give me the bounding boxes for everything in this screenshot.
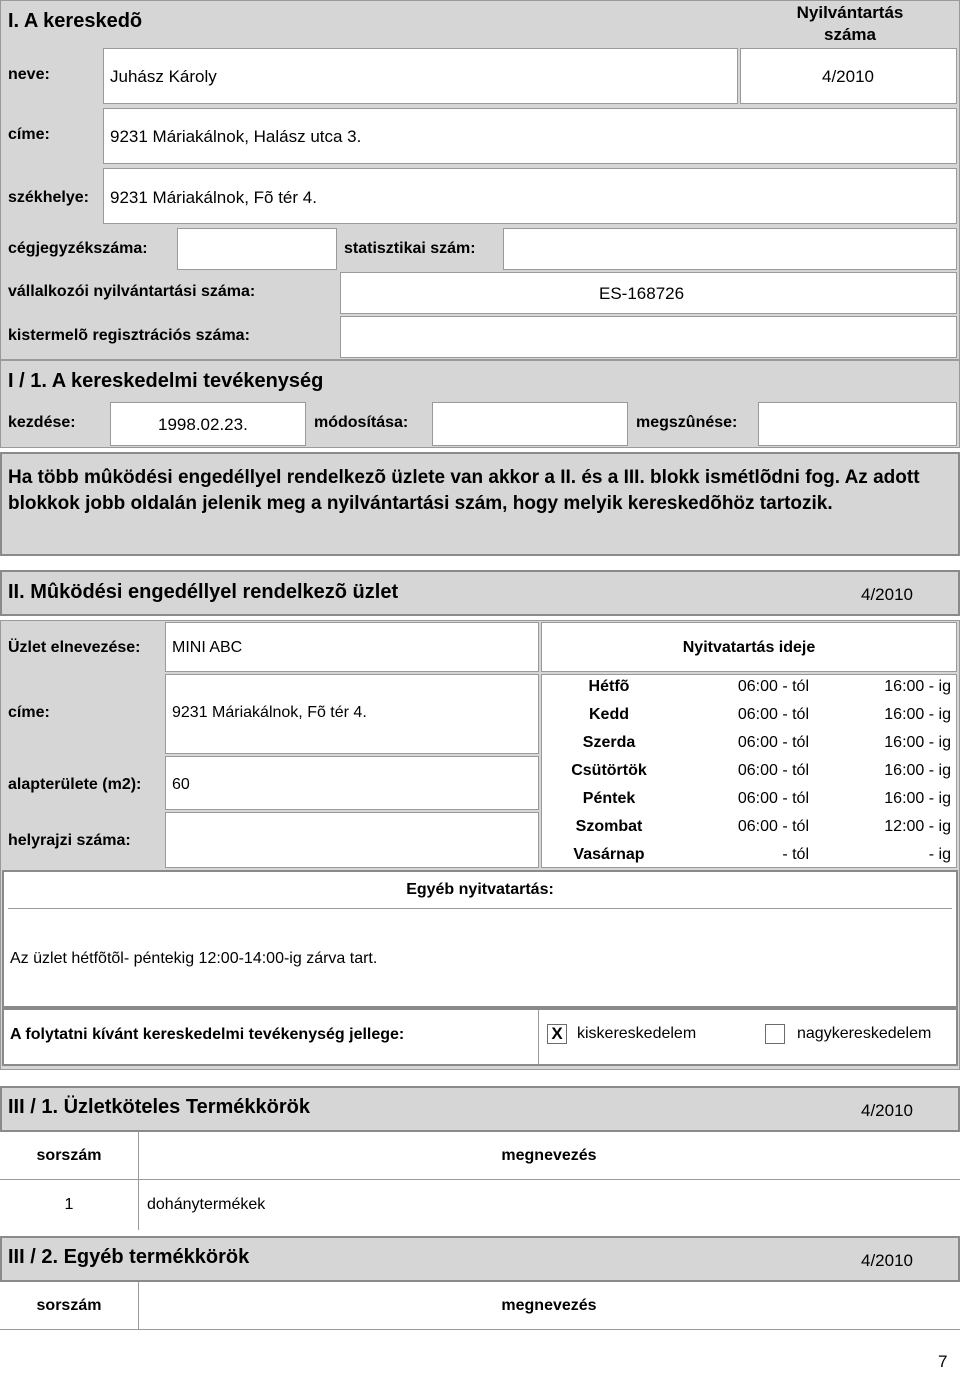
table-row-name: dohánytermékek [147,1196,266,1213]
hours-row [541,758,957,786]
statistical-number-label: statisztikai szám: [344,240,476,257]
hours-from: 06:00 - tól [737,762,809,779]
notice-text: Ha több mûködési engedéllyel rendelkezõ üzlete van akkor a II. és a III. blokk ismétlõdni fog. Az adott blokkok jobb oldalán jelenik meg a nyilvántartási szám, hogy melyik kereskedõhöz tartozik. [8,467,920,514]
hours-row [541,702,957,730]
trader-name-label: neve: [8,66,50,83]
registration-number-value: 4/2010 [822,67,874,86]
trader-seat-label: székhelye: [8,189,89,206]
section-3-1-registration-number: 4/2010 [861,1101,913,1120]
hours-row [541,814,957,842]
hours-row [541,786,957,814]
hours-to: 16:00 - ig [884,706,951,723]
shop-address-label: címe: [8,704,50,721]
retail-label: kiskereskedelem [577,1025,697,1042]
producer-registration-label: kistermelõ regisztrációs száma: [8,327,250,344]
hours-day: Vasárnap [573,846,645,863]
column-number-header: sorszám [36,1297,102,1314]
page-number: 7 [938,1352,948,1371]
modification-date-label: módosítása: [314,414,409,431]
company-registry-label: cégjegyzékszáma: [8,240,148,257]
wholesale-label: nagykereskedelem [797,1025,932,1042]
activity-type-label: A folytatni kívánt kereskedelmi tevékenység jellege: [10,1026,405,1043]
hours-to: 16:00 - ig [884,762,951,779]
hours-from: 06:00 - tól [737,734,809,751]
retail-checkbox[interactable]: X [547,1024,567,1044]
section-2-title: II. Mûködési engedéllyel rendelkezõ üzlet [8,581,399,603]
hours-day: Szerda [582,734,636,751]
hours-to: 16:00 - ig [884,678,951,695]
hours-row [541,842,957,870]
hours-to: 12:00 - ig [884,818,951,835]
registration-number-label: Nyilvántartás száma [796,3,904,44]
column-name-header: megnevezés [501,1297,597,1314]
shop-name-value: MINI ABC [172,639,243,656]
hours-from: 06:00 - tól [737,706,809,723]
other-hours-text: Az üzlet hétfõtõl- péntekig 12:00-14:00-ig zárva tart. [10,950,378,967]
entrepreneur-number-label: vállalkozói nyilvántartási száma: [8,283,256,300]
hours-day: Kedd [589,706,629,723]
lot-number-field [165,812,539,868]
section-3-1-title: III / 1. Üzletköteles Termékkörök [8,1096,310,1118]
shop-address-value: 9231 Máriakálnok, Fõ tér 4. [172,704,367,721]
other-hours-label: Egyéb nyitvatartás: [406,881,554,898]
hours-day: Péntek [582,790,636,807]
section-3-2-registration-number: 4/2010 [861,1251,913,1270]
shop-area-value: 60 [172,776,190,793]
trader-address-label: címe: [8,126,50,143]
termination-date-field [758,402,957,446]
wholesale-checkbox[interactable] [765,1024,785,1044]
shop-area-field [165,756,539,810]
section-2-registration-number: 4/2010 [861,585,913,604]
statistical-number-field [503,228,957,270]
section-1-title: I. A kereskedõ [8,10,143,32]
trader-name-value: Juhász Károly [110,67,217,86]
hours-to: - ig [928,846,951,863]
hours-row [541,730,957,758]
table-row-number: 1 [64,1196,74,1213]
start-date-label: kezdése: [8,414,76,431]
company-registry-field [177,228,337,270]
hours-to: 16:00 - ig [884,734,951,751]
shop-area-label: alapterülete (m2): [8,776,142,793]
hours-to: 16:00 - ig [884,790,951,807]
hours-row [541,674,957,702]
hours-from: - tól [782,846,809,863]
hours-day: Szombat [575,818,643,835]
termination-date-label: megszûnése: [636,414,738,431]
modification-date-field [432,402,628,446]
trader-address-value: 9231 Máriakálnok, Halász utca 3. [110,127,362,146]
hours-from: 06:00 - tól [737,678,809,695]
hours-from: 06:00 - tól [737,790,809,807]
hours-day: Csütörtök [571,762,647,779]
shop-name-label: Üzlet elnevezése: [8,639,141,656]
section-3-2-title: III / 2. Egyéb termékkörök [8,1246,250,1268]
trader-seat-value: 9231 Máriakálnok, Fõ tér 4. [110,188,317,207]
hours-day: Hétfõ [588,678,630,695]
entrepreneur-number-value: ES-168726 [599,284,685,303]
lot-number-label: helyrajzi száma: [8,832,131,849]
column-number-header: sorszám [36,1147,102,1164]
producer-registration-field [340,316,957,358]
hours-from: 06:00 - tól [737,818,809,835]
column-name-header: megnevezés [501,1147,597,1164]
section-1-1-title: I / 1. A kereskedelmi tevékenység [8,370,324,392]
opening-hours-header: Nyitvatartás ideje [682,639,816,656]
start-date-value: 1998.02.23. [158,415,248,434]
